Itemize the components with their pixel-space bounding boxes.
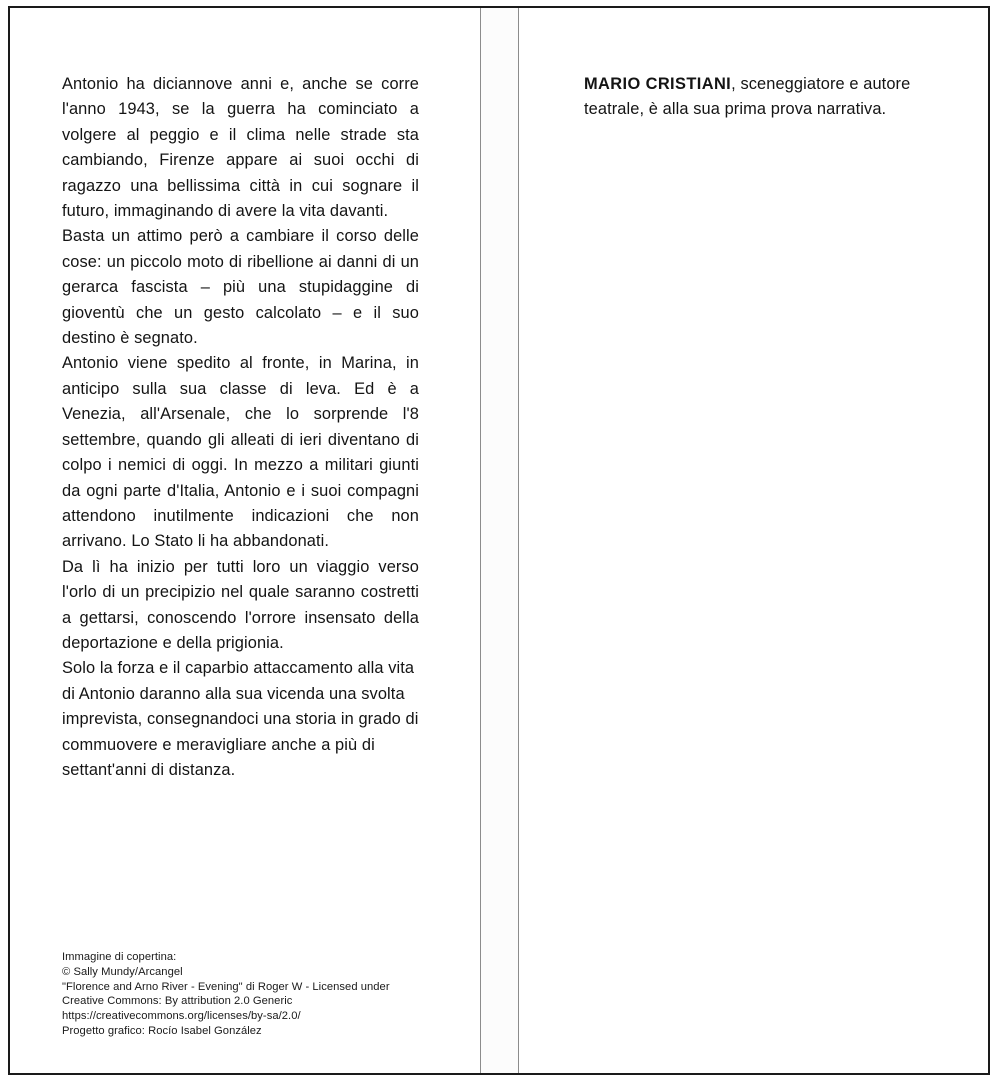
blurb-paragraph-1: Antonio ha diciannove anni e, anche se corre l'anno 1943, se la guerra ha cominciato a volgere al peggio e il clima nelle strade sta cambiando, Firenze appare ai suoi occhi di ragazzo una bellissima città in cui sognare il futuro, immaginando di avere la vita davanti.: [62, 75, 419, 221]
author-bio: [584, 72, 940, 123]
fold-line-right: [518, 8, 519, 1073]
credits-line-license-url[interactable]: https://creativecommons.org/licenses/by-sa/2.0/: [62, 1010, 301, 1023]
blurb-paragraph-5: Solo la forza e il caparbio attaccamento alla vita di Antonio daranno alla sua vicenda una svolta imprevista, consegnandoci una storia in grado di commuovere e meravigliare anche a più di settant'anni di distanza.: [62, 659, 419, 779]
right-flap-panel: [584, 72, 940, 123]
left-flap-panel: [62, 72, 419, 783]
credits-line-license: Creative Commons: By attribution 2.0 Generic: [62, 995, 293, 1008]
spine-gutter-strip: [481, 8, 518, 1073]
credits-line-graphic-design: Progetto grafico: Rocío Isabel González: [62, 1024, 262, 1037]
credits-line-photo-title: "Florence and Arno River - Evening" di Roger W - Licensed under: [62, 980, 390, 993]
blurb-paragraph-2: Basta un attimo però a cambiare il corso delle cose: un piccolo moto di ribellione ai danni di un gerarca fascista – più una stupidaggine di gioventù che un gesto calcolato – e il suo destino è segnato.: [62, 227, 419, 348]
credits-line-copyright: © Sally Mundy/Arcangel: [62, 965, 183, 978]
cover-credits-block: [62, 950, 462, 1039]
author-name: MARIO CRISTIANI: [584, 75, 732, 93]
author-bio-text: , sceneggiatore e autore teatrale, è alla sua prima prova narrativa.: [584, 75, 911, 119]
blurb-paragraph-3: Antonio viene spedito al fronte, in Marina, in anticipo sulla sua classe di leva. Ed è a Venezia, all'Arsenale, che lo sorprende l'8 settembre, quando gli alleati di ieri diventano di colpo i nemici di oggi. In mezzo a militari giunti da ogni parte d'Italia, Antonio e i suoi compagni attendono inutilmente indicazioni che non arrivano. Lo Stato li ha abbandonati.: [62, 354, 419, 551]
credits-line-cover-image-label: Immagine di copertina:: [62, 951, 177, 963]
blurb-paragraph-4: Da lì ha inizio per tutti loro un viaggio verso l'orlo di un precipizio nel quale saranno costretti a gettarsi, conoscendo l'orrore insensato della deportazione e della prigionia.: [62, 557, 419, 652]
book-blurb: [62, 72, 419, 783]
fold-line-left: [480, 8, 481, 1073]
